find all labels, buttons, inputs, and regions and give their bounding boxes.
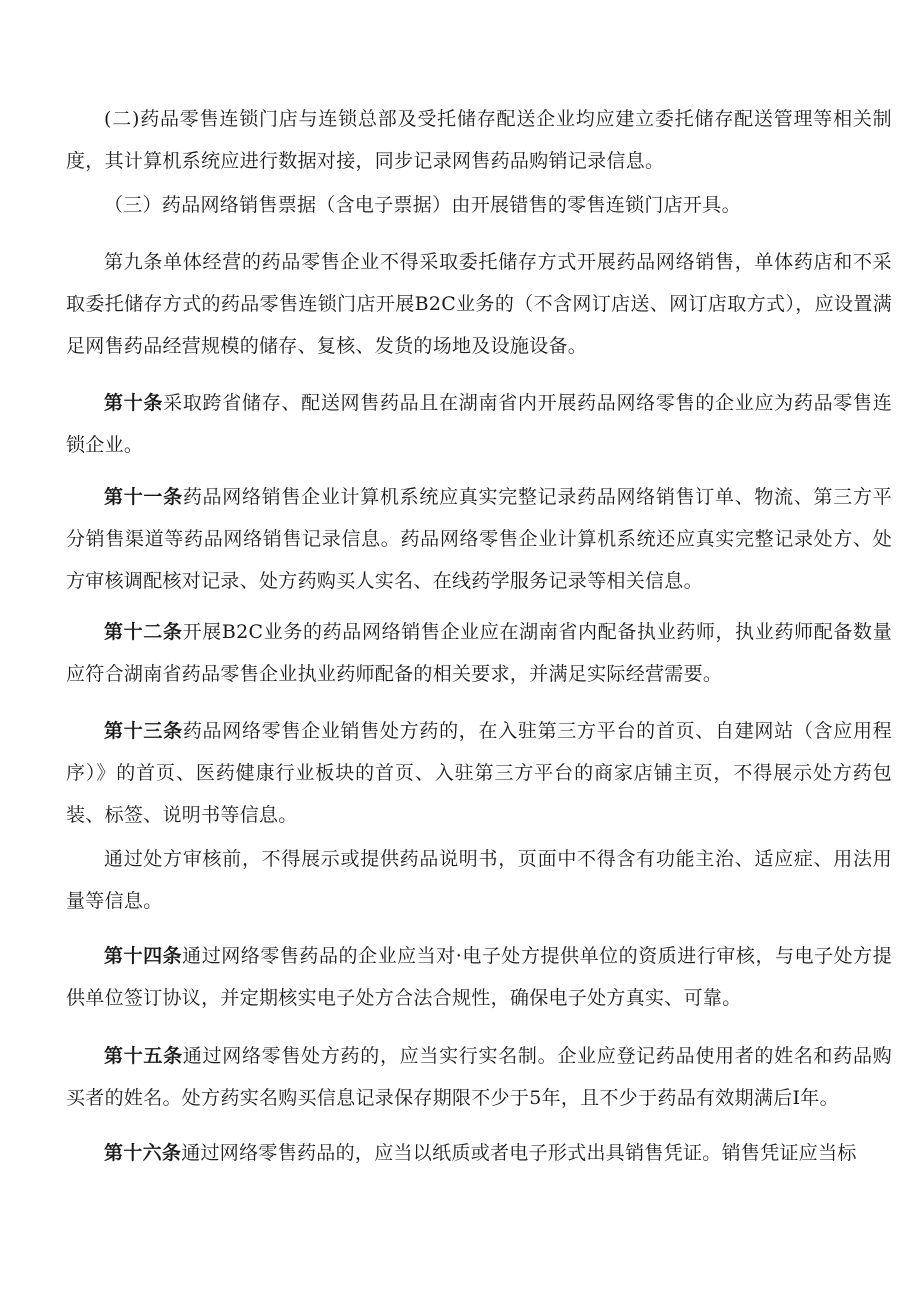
- paragraph-text: 第九条单体经营的药品零售企业不得采取委托储存方式开展药品网络销售，单体药店和不采取委托储存方式的药品零售连锁门店开展B2C业务的（不含网订店送、网订店取方式），应设置满足网售药品经营规模的储存、复核、发货的场地及设施设备。: [66, 251, 892, 357]
- paragraph-text: 采取跨省储存、配送网售药品且在湖南省内开展药品网络零售的企业应为药品零售连锁企业。: [66, 392, 892, 456]
- article-13-continued: [66, 838, 892, 922]
- article-16: [66, 1132, 892, 1174]
- article-heading: 第十三条: [104, 720, 183, 742]
- paragraph-text: 药品网络零售企业销售处方药的，在入驻第三方平台的首页、自建网站（含应用程序）》的首页、医药健康行业板块的首页、入驻第三方平台的商家店铺主页，不得展示处方药包装、标签、说明书等信息。: [66, 720, 892, 826]
- article-heading: 第十二条: [104, 621, 183, 643]
- article-13: [66, 710, 892, 836]
- article-11: [66, 476, 892, 602]
- article-heading: 第十条: [104, 392, 164, 414]
- article-14: [66, 935, 892, 1019]
- article-heading: 第十四条: [104, 945, 183, 967]
- article-heading: 第十六条: [104, 1142, 182, 1164]
- paragraph-text: 通过处方审核前，不得展示或提供药品说明书，页面中不得含有功能主治、适应症、用法用量等信息。: [66, 848, 892, 912]
- article-12: [66, 611, 892, 695]
- paragraph-text: 通过网络零售药品的，应当以纸质或者电子形式出具销售凭证。销售凭证应当标: [181, 1142, 857, 1164]
- paragraph-text: 通过网络零售处方药的，应当实行实名制。企业应登记药品使用者的姓名和药品购买者的姓名。处方药实名购买信息记录保存期限不少于5年，且不少于药品有效期满后I年。: [66, 1045, 892, 1109]
- paragraph-3-clause: [66, 184, 892, 226]
- paragraph-text: (二)药品零售连锁门店与连锁总部及受托储存配送企业均应建立委托储存配送管理等相关制度，其计算机系统应进行数据对接，同步记录网售药品购销记录信息。: [66, 108, 892, 172]
- article-9: [66, 241, 892, 367]
- article-10: [66, 382, 892, 466]
- paragraph-text: 通过网络零售药品的企业应当对·电子处方提供单位的资质进行审核，与电子处方提供单位签订协议，并定期核实电子处方合法合规性，确保电子处方真实、可靠。: [66, 945, 892, 1009]
- article-heading: 第十一条: [104, 486, 183, 508]
- paragraph-2-clause: [66, 98, 892, 182]
- paragraph-text: （三）药品网络销售票据（含电子票据）由开展错售的零售连锁门店开具。: [104, 194, 741, 216]
- article-15: [66, 1035, 892, 1119]
- article-heading: 第十五条: [104, 1045, 183, 1067]
- paragraph-text: 药品网络销售企业计算机系统应真实完整记录药品网络销售订单、物流、第三方平分销售渠道等药品网络销售记录信息。药品网络零售企业计算机系统还应真实完整记录处方、处方审核调配核对记录、处方药购买人实名、在线药学服务记录等相关信息。: [66, 486, 892, 592]
- paragraph-text: 开展B2C业务的药品网络销售企业应在湖南省内配备执业药师，执业药师配备数量应符合湖南省药品零售企业执业药师配备的相关要求，并满足实际经营需要。: [66, 621, 892, 685]
